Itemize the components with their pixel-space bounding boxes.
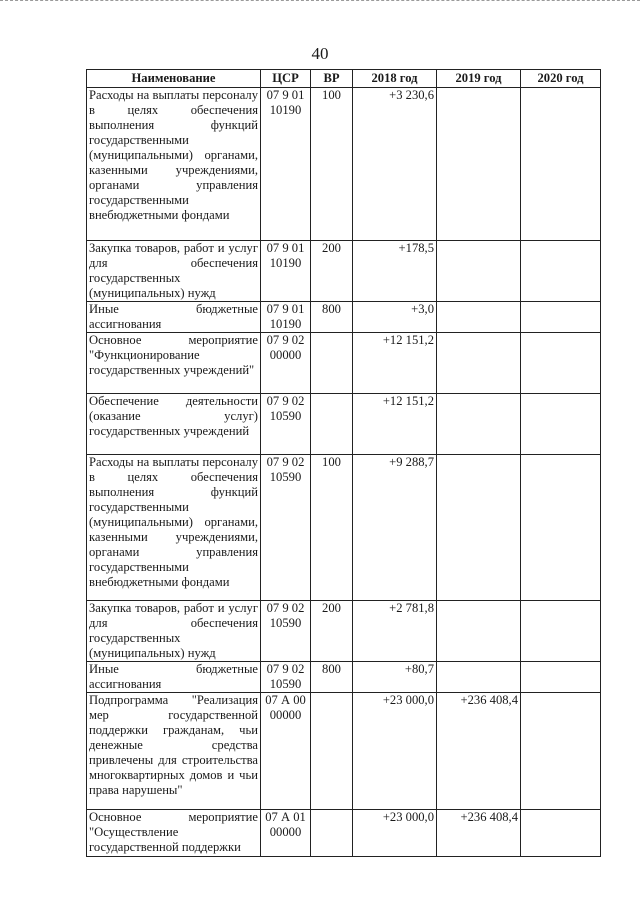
- table-row: [87, 302, 601, 333]
- table-row: [87, 333, 601, 394]
- cell-2018: +23 000,0: [353, 810, 437, 857]
- cell-2019: [437, 394, 521, 455]
- cell-2020: [521, 693, 601, 810]
- cell-2018: +9 288,7: [353, 455, 437, 601]
- cell-2020: [521, 241, 601, 302]
- cell-csr: 07 9 02 10590: [261, 662, 311, 693]
- header-row: [87, 70, 601, 88]
- cell-vr: 800: [311, 662, 353, 693]
- cell-vr: [311, 333, 353, 394]
- header-2020: 2020 год: [521, 70, 601, 88]
- cell-csr: 07 9 01 10190: [261, 241, 311, 302]
- cell-2020: [521, 88, 601, 241]
- cell-2018: +23 000,0: [353, 693, 437, 810]
- cell-csr: 07 9 01 10190: [261, 88, 311, 241]
- cell-name: Закупка товаров, работ и услуг для обеспечения государственных (муниципальных) нужд: [87, 601, 261, 662]
- cell-csr: 07 9 02 10590: [261, 455, 311, 601]
- cell-2018: +3 230,6: [353, 88, 437, 241]
- cell-2019: [437, 88, 521, 241]
- cell-2020: [521, 455, 601, 601]
- cell-2019: [437, 241, 521, 302]
- cell-2019: [437, 601, 521, 662]
- cell-csr: 07 9 02 00000: [261, 333, 311, 394]
- table-row: [87, 693, 601, 810]
- cell-csr: 07 А 01 00000: [261, 810, 311, 857]
- cell-csr: 07 9 02 10590: [261, 601, 311, 662]
- page-number: 40: [311, 44, 329, 63]
- cell-2020: [521, 662, 601, 693]
- cell-csr: 07 9 02 10590: [261, 394, 311, 455]
- table-row: [87, 241, 601, 302]
- header-vr: ВР: [311, 70, 353, 88]
- cell-2019: +236 408,4: [437, 693, 521, 810]
- cell-name: Основное мероприятие "Осуществление государственной поддержки: [87, 810, 261, 857]
- cell-vr: [311, 693, 353, 810]
- cell-2019: +236 408,4: [437, 810, 521, 857]
- cell-vr: 200: [311, 241, 353, 302]
- cell-2019: [437, 333, 521, 394]
- header-csr: ЦСР: [261, 70, 311, 88]
- cell-2018: +3,0: [353, 302, 437, 333]
- cell-2018: +2 781,8: [353, 601, 437, 662]
- cell-vr: [311, 810, 353, 857]
- header-2018: 2018 год: [353, 70, 437, 88]
- table-row: [87, 88, 601, 241]
- table-row: [87, 662, 601, 693]
- header-2019: 2019 год: [437, 70, 521, 88]
- cell-2018: +178,5: [353, 241, 437, 302]
- cell-vr: 100: [311, 88, 353, 241]
- cell-name: Иные бюджетные ассигнования: [87, 302, 261, 333]
- cell-2020: [521, 601, 601, 662]
- cell-2019: [437, 662, 521, 693]
- cell-name: Основное мероприятие "Функционирование государственных учреждений": [87, 333, 261, 394]
- cell-name: Расходы на выплаты персоналу в целях обеспечения выполнения функций государственными (муниципальными) органами, казенными учреждениями, органами управления государственными внебюджетными фондами: [87, 455, 261, 601]
- cell-2018: +80,7: [353, 662, 437, 693]
- cell-2020: [521, 302, 601, 333]
- table-row: [87, 810, 601, 857]
- cell-name: Обеспечение деятельности (оказание услуг) государственных учреждений: [87, 394, 261, 455]
- cell-2019: [437, 455, 521, 601]
- cell-vr: 100: [311, 455, 353, 601]
- page-top-edge: [0, 0, 640, 3]
- table-row: [87, 455, 601, 601]
- cell-vr: [311, 394, 353, 455]
- cell-vr: 800: [311, 302, 353, 333]
- budget-table: [86, 69, 601, 857]
- table-row: [87, 601, 601, 662]
- header-name: Наименование: [87, 70, 261, 88]
- cell-2018: +12 151,2: [353, 333, 437, 394]
- cell-2020: [521, 394, 601, 455]
- cell-name: Подпрограмма "Реализация мер государственной поддержки гражданам, чьи денежные средства привлечены для строительства многоквартирных домов и чьи права нарушены": [87, 693, 261, 810]
- cell-2020: [521, 810, 601, 857]
- cell-csr: 07 А 00 00000: [261, 693, 311, 810]
- cell-name: Иные бюджетные ассигнования: [87, 662, 261, 693]
- cell-name: Расходы на выплаты персоналу в целях обеспечения выполнения функций государственными (муниципальными) органами, казенными учреждениями, органами управления государственными внебюджетными фондами: [87, 88, 261, 241]
- cell-name: Закупка товаров, работ и услуг для обеспечения государственных (муниципальных) нужд: [87, 241, 261, 302]
- cell-2020: [521, 333, 601, 394]
- cell-2018: +12 151,2: [353, 394, 437, 455]
- table-row: [87, 394, 601, 455]
- cell-vr: 200: [311, 601, 353, 662]
- cell-csr: 07 9 01 10190: [261, 302, 311, 333]
- cell-2019: [437, 302, 521, 333]
